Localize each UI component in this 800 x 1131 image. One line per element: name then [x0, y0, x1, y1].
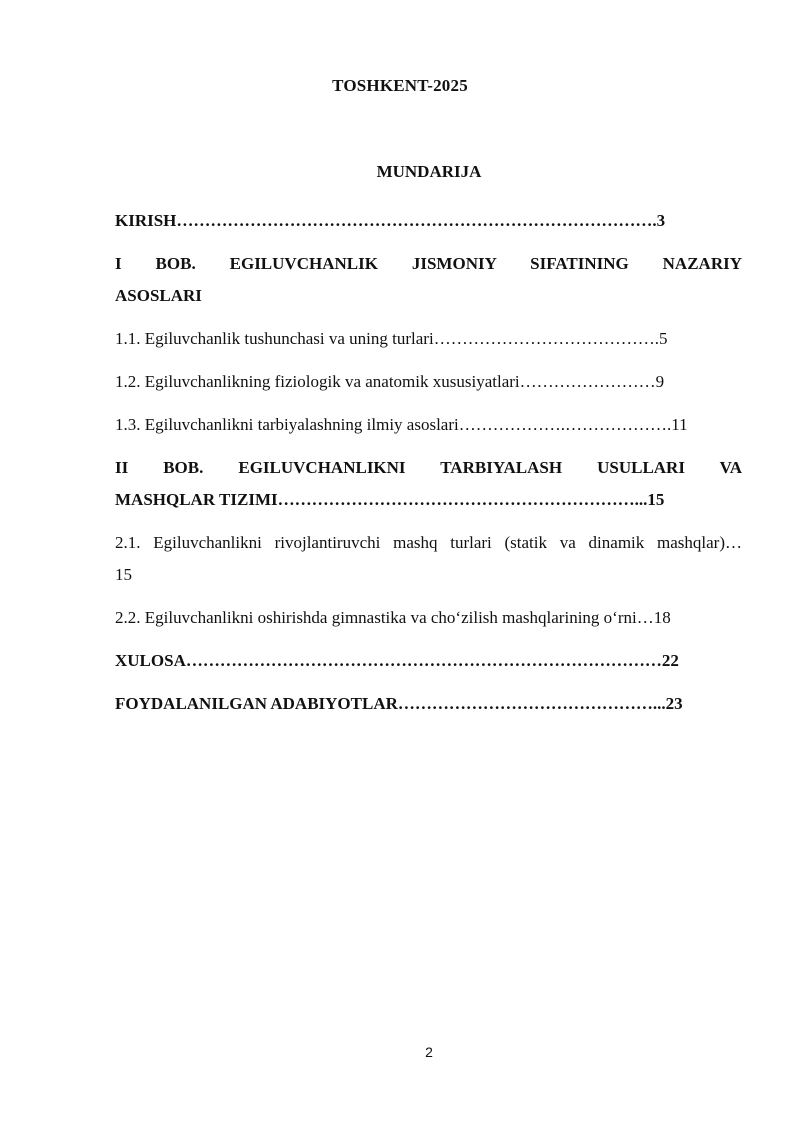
toc-entry-chapter-1-line-2: ASOSLARI	[115, 286, 202, 305]
toc-entry-2-1-line-2: 15	[115, 565, 132, 584]
toc-entry-chapter-2-line-1: II BOB. EGILUVCHANLIKNI TARBIYALASH USULLARI VA	[115, 458, 742, 477]
city-year-heading: TOSHKENT-2025	[332, 76, 468, 95]
toc-entry-1-1[interactable]: 1.1. Egiluvchanlik tushunchasi va uning turlari………………………………….5	[115, 329, 668, 348]
toc-entry-references[interactable]: FOYDALANILGAN ADABIYOTLAR………………………………………...23	[115, 694, 683, 713]
toc-entry-2-1-line-1: 2.1. Egiluvchanlikni rivojlantiruvchi mashq turlari (statik va dinamik mashqlar)…	[115, 533, 742, 552]
toc-entry-chapter-1[interactable]	[115, 248, 742, 312]
toc-entry-xulosa[interactable]: XULOSA…………………………………………………………………………22	[115, 651, 679, 670]
toc-entry-1-3[interactable]: 1.3. Egiluvchanlikni tarbiyalashning ilmiy asoslari……………….……………….11	[115, 415, 688, 434]
toc-entry-1-2[interactable]: 1.2. Egiluvchanlikning fiziologik va anatomik xususiyatlari……………………9	[115, 372, 665, 391]
toc-entry-chapter-1-line-1: I BOB. EGILUVCHANLIK JISMONIY SIFATINING NAZARIY	[115, 254, 742, 273]
toc-title: MUNDARIJA	[376, 162, 482, 181]
toc-entry-2-1[interactable]	[115, 527, 742, 591]
table-of-contents	[115, 205, 742, 731]
toc-entry-chapter-2-line-2: MASHQLAR TIZIMI………………………………………………………...15	[115, 490, 665, 509]
toc-entry-chapter-2[interactable]	[115, 452, 742, 516]
toc-entry-2-2[interactable]: 2.2. Egiluvchanlikni oshirishda gimnastika va cho‘zilish mashqlarining o‘rni…18	[115, 608, 671, 627]
toc-entry-kirish[interactable]: KIRISH………………………………………………………………………….3	[115, 211, 666, 230]
page-number: 2	[425, 1044, 433, 1060]
